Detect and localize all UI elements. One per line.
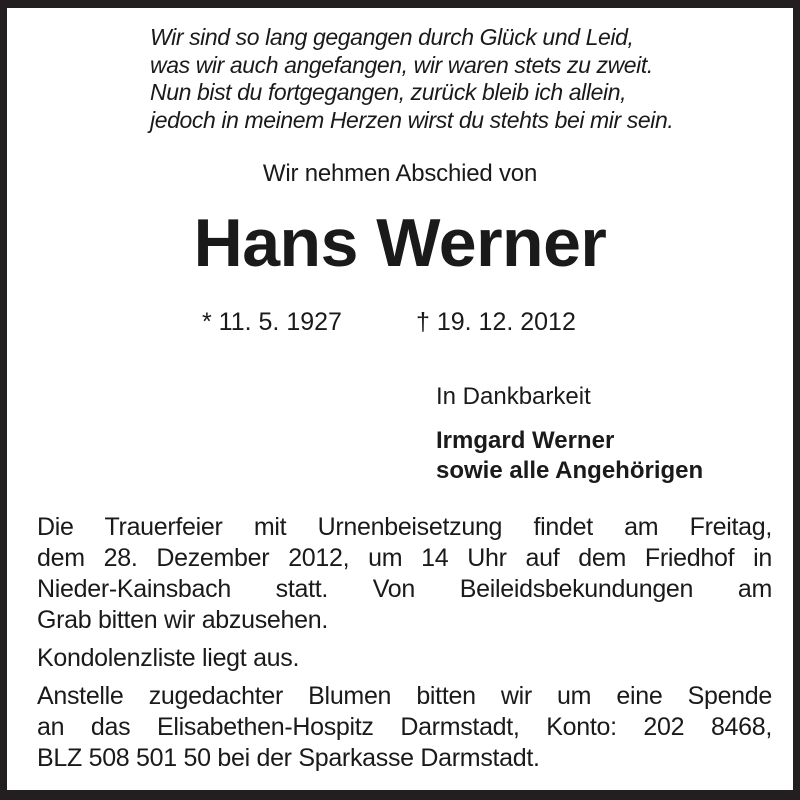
text-line: Anstelle zugedachter Blumen bitten wir um eine Spende [37,682,772,710]
text-line: dem 28. Dezember 2012, um 14 Uhr auf dem Friedhof in [37,544,772,572]
notice-body [37,512,772,781]
death-date: † 19. 12. 2012 [416,308,576,336]
funeral-info [37,512,772,636]
birth-date: * 11. 5. 1927 [202,308,342,336]
obituary-notice [7,8,793,790]
text-line: Kondolenzliste liegt aus. [37,644,300,672]
poem-line: was wir auch angefangen, wir waren stets zu zweit. [150,51,653,78]
text-line: Nieder-Kainsbach statt. Von Beileidsbekundungen am [37,575,772,603]
text-line: Grab bitten wir abzusehen. [37,606,328,634]
poem-line: Wir sind so lang gegangen durch Glück und Leid, [150,24,634,50]
thanks-label: In Dankbarkeit [436,383,591,410]
farewell-intro: Wir nehmen Abschied von [262,160,538,187]
signer: sowie alle Angehörigen [436,457,704,484]
text-line: an das Elisabethen-Hospitz Darmstadt, Konto: 202 8468, [37,713,772,741]
text-line: Die Trauerfeier mit Urnenbeisetzung findet am Freitag, [37,513,772,541]
poem-line: jedoch in meinem Herzen wirst du stehts bei mir sein. [150,106,674,133]
poem [150,24,673,134]
text-line: BLZ 508 501 50 bei der Sparkasse Darmstadt. [37,744,540,772]
mourners-block [436,382,703,486]
deceased-name: Hans Werner [193,205,607,281]
poem-line: Nun bist du fortgegangen, zurück bleib ich allein, [150,79,627,105]
signer: Irmgard Werner [436,427,615,454]
condolence-info [37,643,772,674]
donation-info [37,681,772,774]
